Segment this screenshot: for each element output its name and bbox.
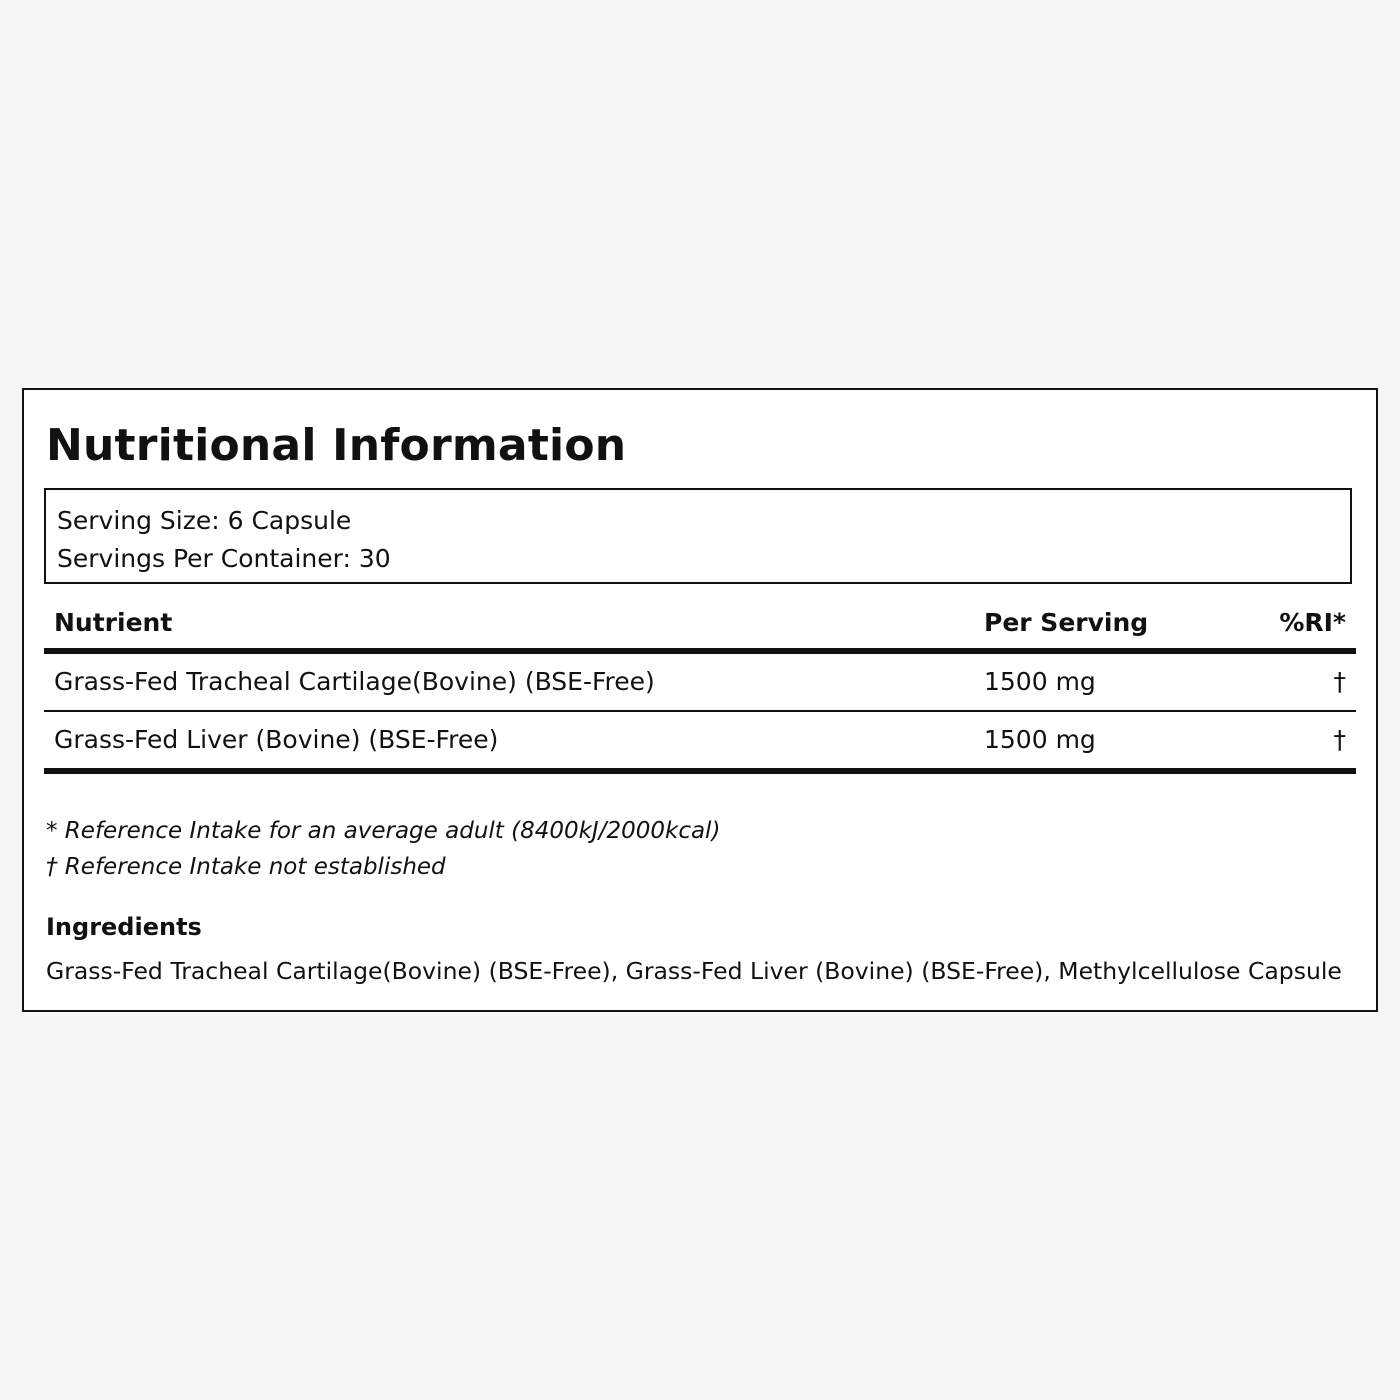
- footnote-ri: * Reference Intake for an average adult (8400kJ/2000kcal): [46, 818, 721, 844]
- nutrient-amount: 1500 mg: [984, 725, 1096, 754]
- table-bottom-divider: [44, 768, 1356, 774]
- header-nutrient: Nutrient: [54, 608, 173, 637]
- footnotes: [46, 813, 720, 885]
- table-row: [44, 712, 1356, 768]
- page-title: Nutritional Information: [46, 420, 627, 471]
- nutrient-table: [44, 602, 1356, 774]
- nutrition-panel: [22, 388, 1378, 1012]
- nutrient-name: Grass-Fed Liver (Bovine) (BSE-Free): [54, 725, 499, 754]
- nutrient-amount: 1500 mg: [984, 667, 1096, 696]
- header-per-serving: Per Serving: [984, 608, 1149, 637]
- table-header-row: [44, 602, 1356, 648]
- table-row: [44, 654, 1356, 710]
- header-ri: %RI*: [1279, 608, 1346, 637]
- serving-size: Serving Size: 6 Capsule: [57, 506, 352, 535]
- footnote-not-established: † Reference Intake not established: [46, 854, 446, 880]
- ingredients-heading: Ingredients: [46, 913, 202, 941]
- nutrient-ri: †: [1333, 725, 1346, 754]
- nutrient-ri: †: [1333, 667, 1346, 696]
- nutrient-name: Grass-Fed Tracheal Cartilage(Bovine) (BSE-Free): [54, 667, 655, 696]
- servings-per-container: Servings Per Container: 30: [57, 544, 391, 573]
- serving-info-box: [44, 488, 1352, 584]
- ingredients-text: Grass-Fed Tracheal Cartilage(Bovine) (BSE-Free), Grass-Fed Liver (Bovine) (BSE-Free), Methylcellulose Capsule: [46, 957, 1342, 985]
